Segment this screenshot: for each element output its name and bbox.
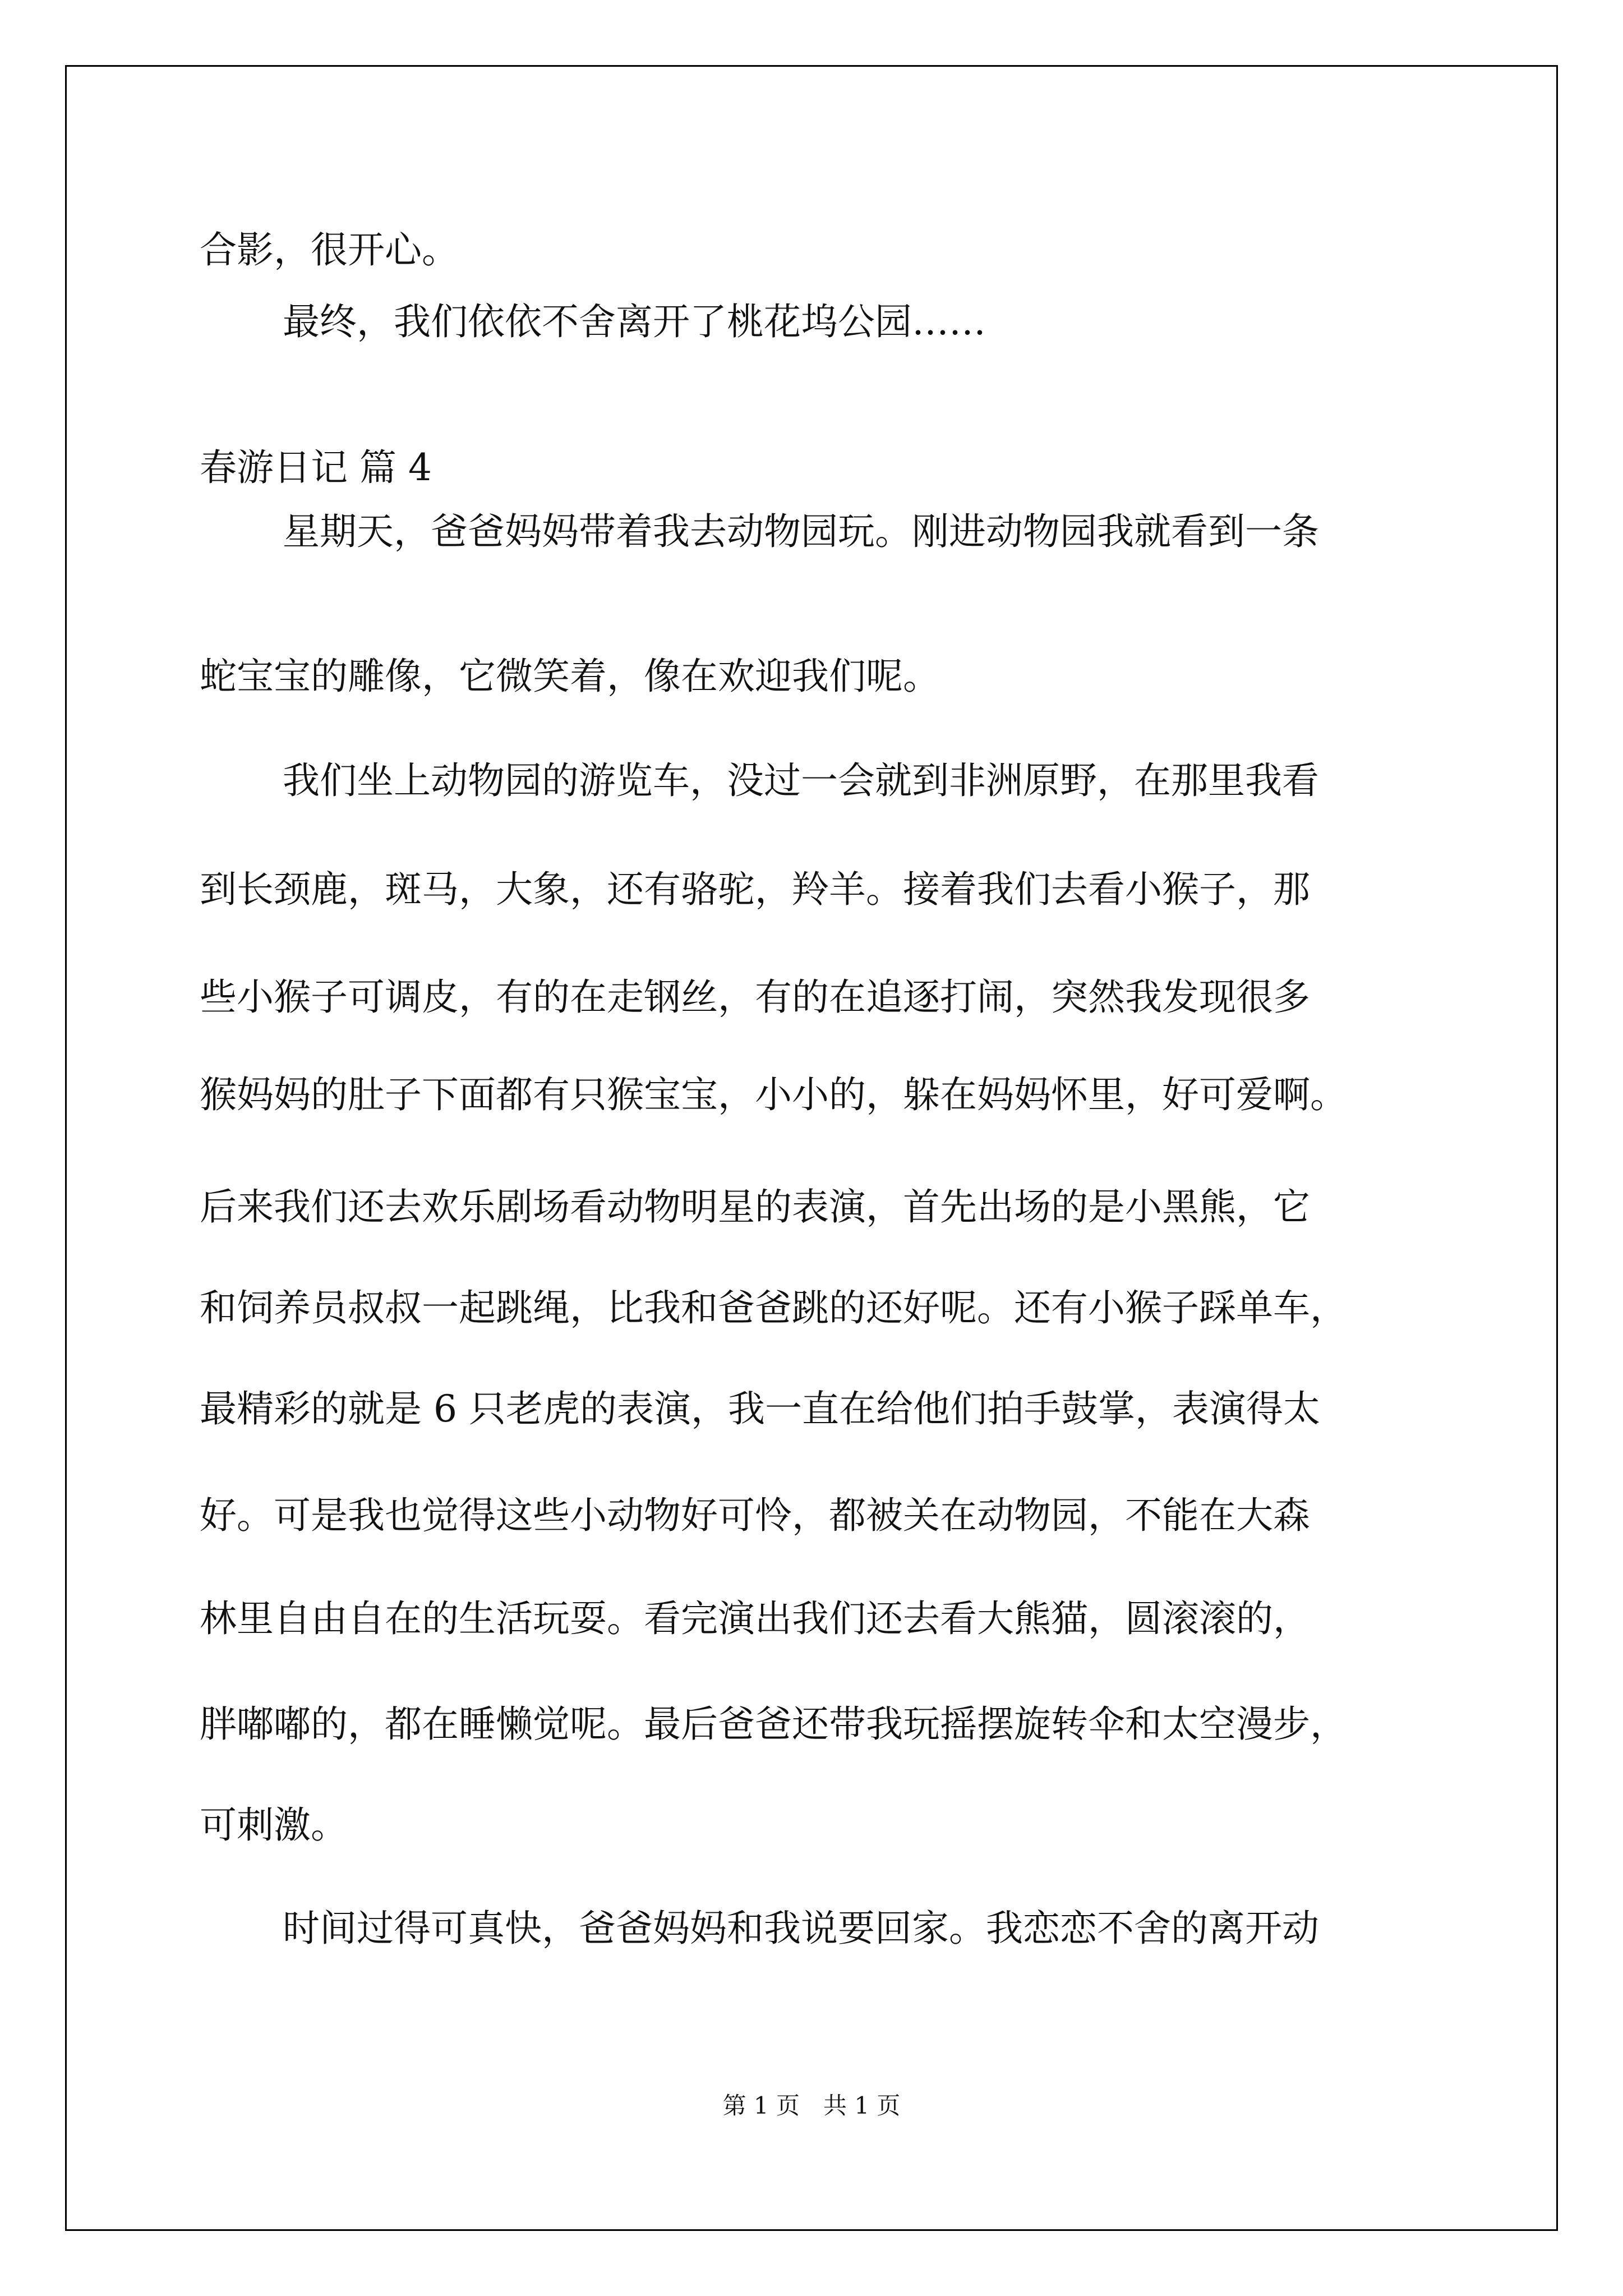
text-line: 我们坐上动物园的游览车，没过一会就到非洲原野，在那里我看 bbox=[283, 759, 1319, 802]
text-line: 最终，我们依依不舍离开了桃花坞公园…… bbox=[283, 300, 986, 343]
text-line: 和饲养员叔叔一起跳绳，比我和爸爸跳的还好呢。还有小猴子踩单车， bbox=[200, 1286, 1347, 1329]
text-line: 些小猴子可调皮，有的在走钢丝，有的在追逐打闹，突然我发现很多 bbox=[200, 976, 1310, 1019]
text-line: 胖嘟嘟的，都在睡懒觉呢。最后爸爸还带我玩摇摆旋转伞和太空漫步， bbox=[200, 1703, 1347, 1746]
text-line: 星期天，爸爸妈妈带着我去动物园玩。刚进动物园我就看到一条 bbox=[283, 510, 1319, 553]
text-line: 时间过得可真快，爸爸妈妈和我说要回家。我恋恋不舍的离开动 bbox=[283, 1907, 1319, 1950]
text-line: 可刺激。 bbox=[200, 1803, 348, 1847]
text-line: 最精彩的就是 6 只老虎的表演，我一直在给他们拍手鼓掌，表演得太 bbox=[200, 1387, 1320, 1430]
text-line: 后来我们还去欢乐剧场看动物明星的表演，首先出场的是小黑熊，它 bbox=[200, 1185, 1310, 1228]
section-heading: 春游日记 篇 4 bbox=[200, 446, 432, 489]
text-line: 合影，很开心。 bbox=[200, 228, 459, 272]
text-line: 蛇宝宝的雕像，它微笑着，像在欢迎我们呢。 bbox=[200, 655, 940, 698]
text-line: 好。可是我也觉得这些小动物好可怜，都被关在动物园，不能在大森 bbox=[200, 1494, 1310, 1537]
page-footer: 第 1 页 共 1 页 bbox=[722, 2092, 901, 2119]
text-line: 猴妈妈的肚子下面都有只猴宝宝，小小的，躲在妈妈怀里，好可爱啊。 bbox=[200, 1073, 1347, 1116]
text-line: 到长颈鹿，斑马，大象，还有骆驼，羚羊。接着我们去看小猴子，那 bbox=[200, 868, 1310, 911]
text-line: 林里自由自在的生活玩耍。看完演出我们还去看大熊猫，圆滚滚的， bbox=[200, 1597, 1310, 1640]
